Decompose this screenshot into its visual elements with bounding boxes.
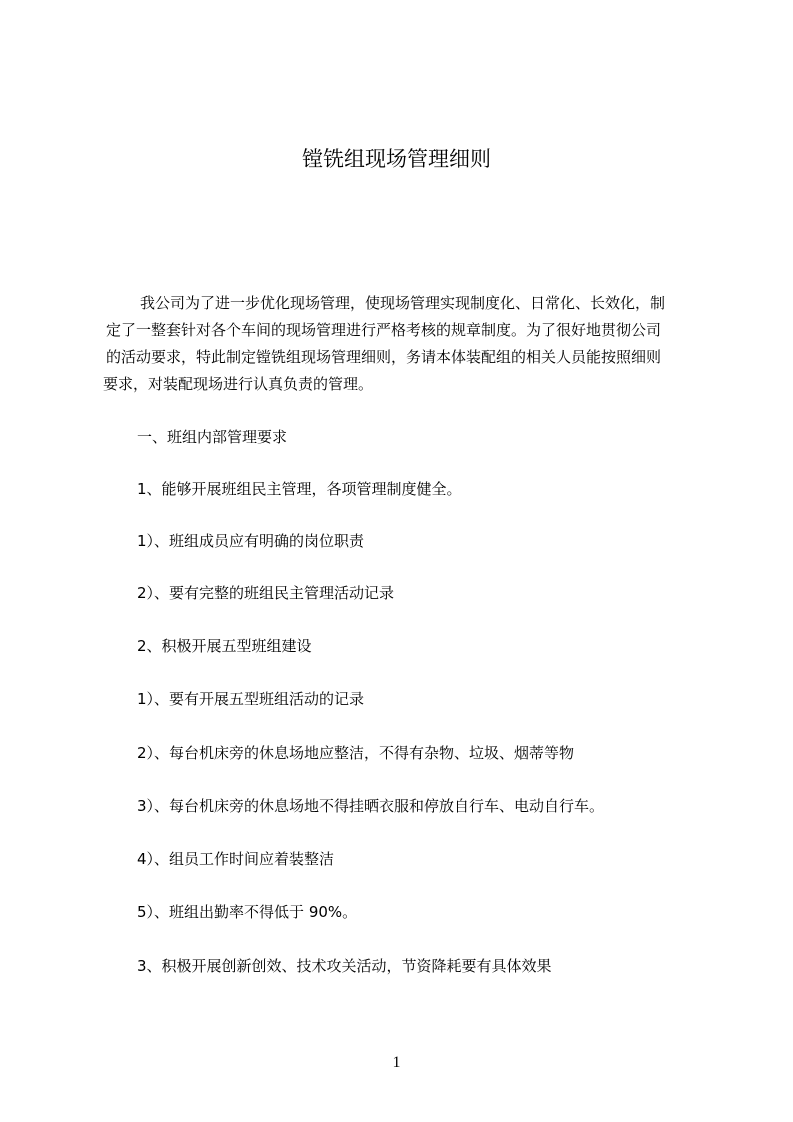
document-title: 镗铣组现场管理细则 bbox=[302, 147, 491, 171]
page-number: 1 bbox=[392, 1054, 401, 1071]
intro-paragraph bbox=[100, 290, 698, 398]
list-item: 2）、要有完整的班组民主管理活动记录 bbox=[137, 584, 395, 602]
list-item: 3、积极开展创新创效、技术攻关活动，节资降耗要有具体效果 bbox=[137, 957, 552, 975]
intro-line: 我公司为了进一步优化现场管理，使现场管理实现制度化、日常化、长效化，制 bbox=[140, 294, 666, 312]
list-item: 2）、每台机床旁的休息场地应整洁，不得有杂物、垃圾、烟蒂等物 bbox=[137, 744, 575, 762]
list-item: 3）、每台机床旁的休息场地不得挂晒衣服和停放自行车、电动自行车。 bbox=[137, 797, 605, 815]
list-item: 5）、班组出勤率不得低于 90%。 bbox=[137, 903, 358, 921]
section-heading: 一、班组内部管理要求 bbox=[137, 428, 288, 446]
list-item: 1、能够开展班组民主管理，各项管理制度健全。 bbox=[137, 480, 462, 498]
intro-line: 的活动要求，特此制定镗铣组现场管理细则，务请本体装配组的相关人员能按照细则 bbox=[106, 348, 662, 366]
list-item: 2、积极开展五型班组建设 bbox=[137, 637, 312, 655]
list-item: 1）、要有开展五型班组活动的记录 bbox=[137, 690, 365, 708]
intro-line: 要求，对装配现场进行认真负责的管理。 bbox=[103, 375, 374, 393]
list-item: 4）、组员工作时间应着装整洁 bbox=[137, 850, 335, 868]
intro-line: 定了一整套针对各个车间的现场管理进行严格考核的规章制度。为了很好地贯彻公司 bbox=[106, 321, 662, 339]
list-item: 1）、班组成员应有明确的岗位职责 bbox=[137, 532, 365, 550]
